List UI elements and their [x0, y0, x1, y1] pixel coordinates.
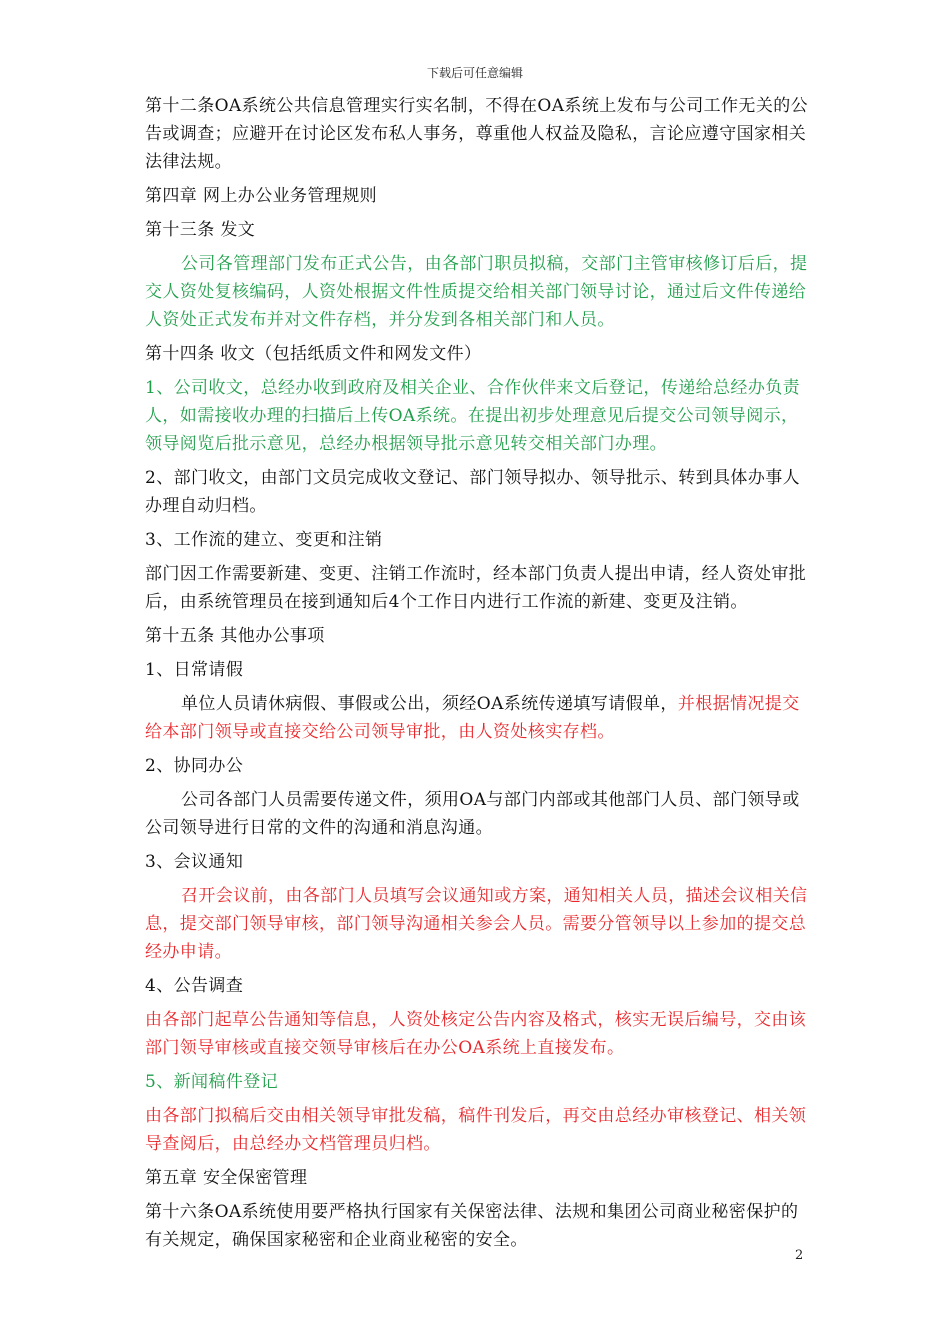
article-14-heading: 第十四条 收文（包括纸质文件和网发文件）: [145, 344, 482, 364]
notice-body: 由各部门起草公告通知等信息，人资处核定公告内容及格式，核实无误后编号，交由该部门领导审核或直接交领导审核后在办公OA系统上直接发布。: [145, 1010, 807, 1058]
leave-body: [145, 690, 813, 746]
news-heading: 5、新闻稿件登记: [145, 1072, 279, 1092]
chapter-4-heading: 第四章 网上办公业务管理规则: [145, 186, 378, 206]
leave-body-part1: 单位人员请休病假、事假或公出，须经OA系统传递填写请假单，: [181, 694, 678, 714]
meeting-heading: 3、会议通知: [145, 852, 244, 872]
article-12: 第十二条OA系统公共信息管理实行实名制，不得在OA系统上发布与公司工作无关的公告或调查；应避开在讨论区发布私人事务，尊重他人权益及隐私，言论应遵守国家相关法律法规。: [145, 96, 809, 172]
document-body: [145, 92, 813, 1260]
chapter-5-heading: 第五章 安全保密管理: [145, 1168, 308, 1188]
news-body: 由各部门拟稿后交由相关领导审批发稿，稿件刊发后，再交由总经办审核登记、相关领导查阅后，由总经办文档管理员归档。: [145, 1106, 807, 1154]
article-14-item-2: 2、部门收文，由部门文员完成收文登记、部门领导拟办、领导批示、转到具体办事人办理自动归档。: [145, 468, 801, 516]
article-15-heading: 第十五条 其他办公事项: [145, 626, 325, 646]
article-14-item-3-heading: 3、工作流的建立、变更和注销: [145, 530, 383, 550]
collab-body: 公司各部门人员需要传递文件，须用OA与部门内部或其他部门人员、部门领导或公司领导进行日常的文件的沟通和消息沟通。: [145, 790, 800, 838]
article-16: 第十六条OA系统使用要严格执行国家有关保密法律、法规和集团公司商业秘密保护的有关规定，确保国家秘密和企业商业秘密的安全。: [145, 1202, 799, 1250]
leave-body-part2: 并根据情况提交给本部门领导或直接交给公司领导审批，由人资处核实存档。: [145, 694, 800, 742]
article-13-heading: 第十三条 发文: [145, 220, 256, 240]
collab-heading: 2、协同办公: [145, 756, 244, 776]
meeting-body: 召开会议前，由各部门人员填写会议通知或方案，通知相关人员，描述会议相关信息，提交部门领导审核，部门领导沟通相关参会人员。需要分管领导以上参加的提交总经办申请。: [145, 886, 808, 962]
page-number: 2: [795, 1248, 804, 1263]
article-13-body: 公司各管理部门发布正式公告，由各部门职员拟稿，交部门主管审核修订后后，提交人资处复核编码，人资处根据文件性质提交给相关部门领导讨论，通过后文件传递给人资处正式发布并对文件存档，并分发到各相关部门和人员。: [145, 254, 808, 330]
page-header: 下载后可任意编辑: [426, 66, 523, 80]
notice-heading: 4、公告调查: [145, 976, 244, 996]
article-14-item-3-body: 部门因工作需要新建、变更、注销工作流时，经本部门负责人提出申请，经人资处审批后，由系统管理员在接到通知后4个工作日内进行工作流的新建、变更及注销。: [145, 564, 807, 612]
article-14-item-1: 1、公司收文，总经办收到政府及相关企业、合作伙伴来文后登记，传递给总经办负责人，如需接收办理的扫描后上传OA系统。在提出初步处理意见后提交公司领导阅示，领导阅览后批示意见，总经办根据领导批示意见转交相关部门办理。: [145, 378, 801, 454]
leave-heading: 1、日常请假: [145, 660, 244, 680]
